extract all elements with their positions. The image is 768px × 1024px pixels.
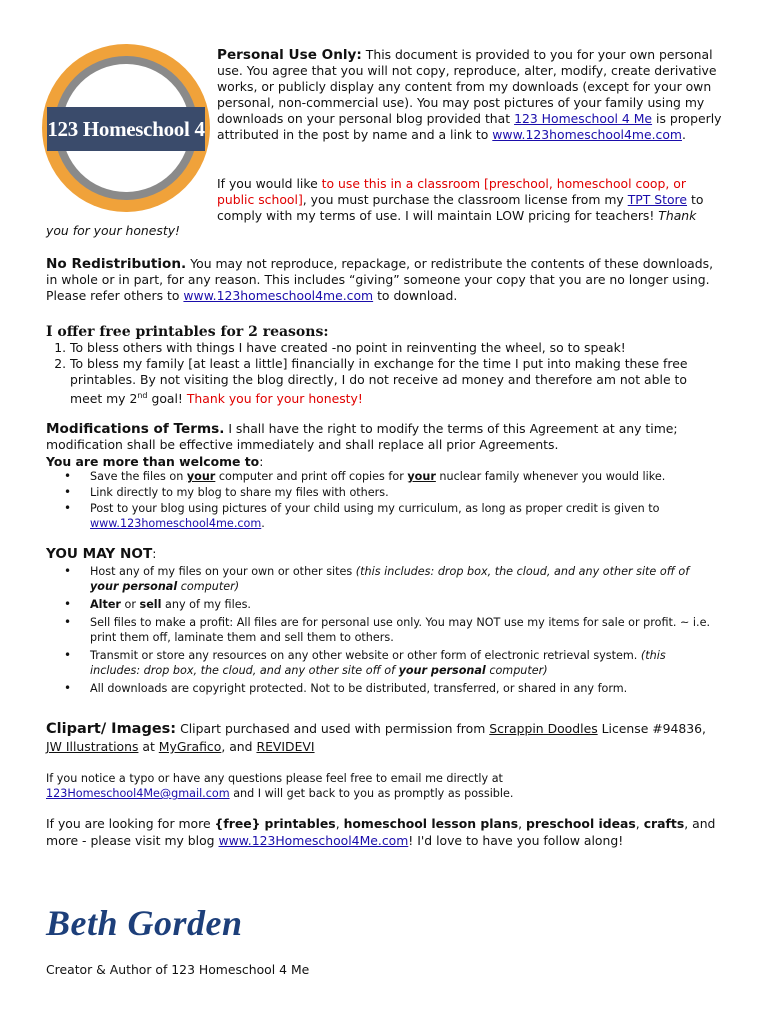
- clipart-heading: Clipart/ Images:: [46, 721, 177, 737]
- jw-illustrations-link[interactable]: JW Illustrations: [46, 739, 139, 754]
- welcome-item: • Link directly to my blog to share my files with others.: [90, 485, 696, 500]
- welcome-item: • Post to your blog using pictures of your child using my curriculum, as long as proper credit is given to www.123homeschool4me.com.: [90, 501, 696, 531]
- reason-item-1: 1. To bless others with things I have created -no point in reinventing the wheel, so to speak!: [70, 340, 716, 356]
- site-url-link[interactable]: www.123homeschool4me.com: [492, 127, 682, 142]
- site-name-link[interactable]: 123 Homeschool 4 Me: [514, 111, 653, 126]
- curriculum-credit-link[interactable]: www.123homeschool4me.com: [90, 517, 262, 530]
- no-redistribution-heading: No Redistribution.: [46, 256, 187, 272]
- revidevi-link[interactable]: REVIDEVI: [256, 739, 315, 754]
- blog-link[interactable]: www.123Homeschool4Me.com: [218, 833, 409, 848]
- classroom-notice: If you would like to use this in a classroom [preschool, homeschool coop, or public school], you must purchase the classroom license from my TPT Store to comply with my terms of use. I will maintain LOW pricing for teachers! Thank: [217, 176, 704, 223]
- modifications-section: Modifications of Terms. I shall have the right to modify the terms of this Agreement at any time; modification shall be effective immediately and shall replace all prior Agreements.: [46, 421, 678, 452]
- reasons-list: [46, 340, 716, 407]
- personal-use-section: Personal Use Only: This document is provided to you for your own personal use. You agree that you will not copy, reproduce, alter, modify, create derivative works, or publicly display any content from my downloads (except for your own personal, non-commercial use). You may post pictures of your family using my downloads on your personal blog provided that 123 Homeschool 4 Me is properly attributed in the post by name and a link to www.123homeschool4me.com.: [217, 47, 722, 142]
- redistribution-url-link[interactable]: www.123homeschool4me.com: [183, 288, 374, 303]
- reasons-section: [46, 324, 716, 407]
- may-not-list: [46, 564, 714, 697]
- modifications-heading: Modifications of Terms.: [46, 421, 225, 437]
- personal-use-heading: Personal Use Only:: [217, 47, 362, 63]
- may-not-item: • Sell files to make a profit: All files are for personal use only. You may NOT use my items for sale or profit. ~ i.e. print them off, laminate them and sell them to others.: [90, 615, 714, 645]
- logo-text: 123 Homeschool 4 Me: [47, 107, 205, 151]
- welcome-list: [46, 469, 696, 532]
- may-not-heading: YOU MAY NOT:: [46, 546, 157, 562]
- mygrafico-link[interactable]: MyGrafico: [158, 739, 222, 754]
- reason-item-2: 2. To bless my family [at least a little] financially in exchange for the time I put into making these free printables. By not visiting the blog directly, I do not receive ad money and therefore am not able to meet my 2nd goal! Thank you for your honesty!: [70, 356, 716, 407]
- thanks-line: you for your honesty!: [46, 223, 181, 238]
- classroom-red-text: to use this in a classroom [preschool, homeschool coop, or public school]: [217, 176, 686, 207]
- clipart-section: Clipart/ Images: Clipart purchased and used with permission from Scrappin Doodles License #94836, JW Illustrations at MyGrafico, and REVIDEVI: [46, 721, 706, 754]
- creator-line: Creator & Author of 123 Homeschool 4 Me: [46, 962, 310, 977]
- email-link[interactable]: 123Homeschool4Me@gmail.com: [46, 787, 230, 800]
- scrappin-doodles-link[interactable]: Scrappin Doodles: [489, 721, 598, 736]
- no-redistribution-section: No Redistribution. You may not reproduce, repackage, or redistribute the contents of these downloads, in whole or in part, for any reason. This includes “giving” someone your copy that you are no longer using. Please refer others to www.123homeschool4me.com to download.: [46, 256, 714, 303]
- reasons-heading: I offer free printables for 2 reasons:: [46, 324, 329, 340]
- follow-section: If you are looking for more {free} printables, homeschool lesson plans, preschool ideas, crafts, and more - please visit my blog www.123Homeschool4Me.com! I'd love to have you follow along!: [46, 816, 716, 848]
- contact-section: If you notice a typo or have any questions please feel free to email me directly at 123Homeschool4Me@gmail.com and I will get back to you as promptly as possible.: [46, 772, 514, 800]
- welcome-item: • Save the files on your computer and print off copies for your nuclear family whenever you would like.: [90, 469, 696, 484]
- may-not-item: • Alter or sell any of my files.: [90, 597, 714, 612]
- signature: Beth Gorden: [46, 903, 243, 943]
- may-not-item: • All downloads are copyright protected. Not to be distributed, transferred, or shared in any form.: [90, 681, 714, 696]
- site-logo: [42, 44, 210, 212]
- may-not-item: • Transmit or store any resources on any other website or other form of electronic retrieval system. (this includes: drop box, the cloud, and any other site off of your personal computer): [90, 648, 714, 678]
- may-not-item: • Host any of my files on your own or other sites (this includes: drop box, the cloud, and any other site off of your personal computer): [90, 564, 714, 594]
- tpt-store-link[interactable]: TPT Store: [627, 192, 688, 207]
- welcome-heading: You are more than welcome to:: [46, 454, 264, 469]
